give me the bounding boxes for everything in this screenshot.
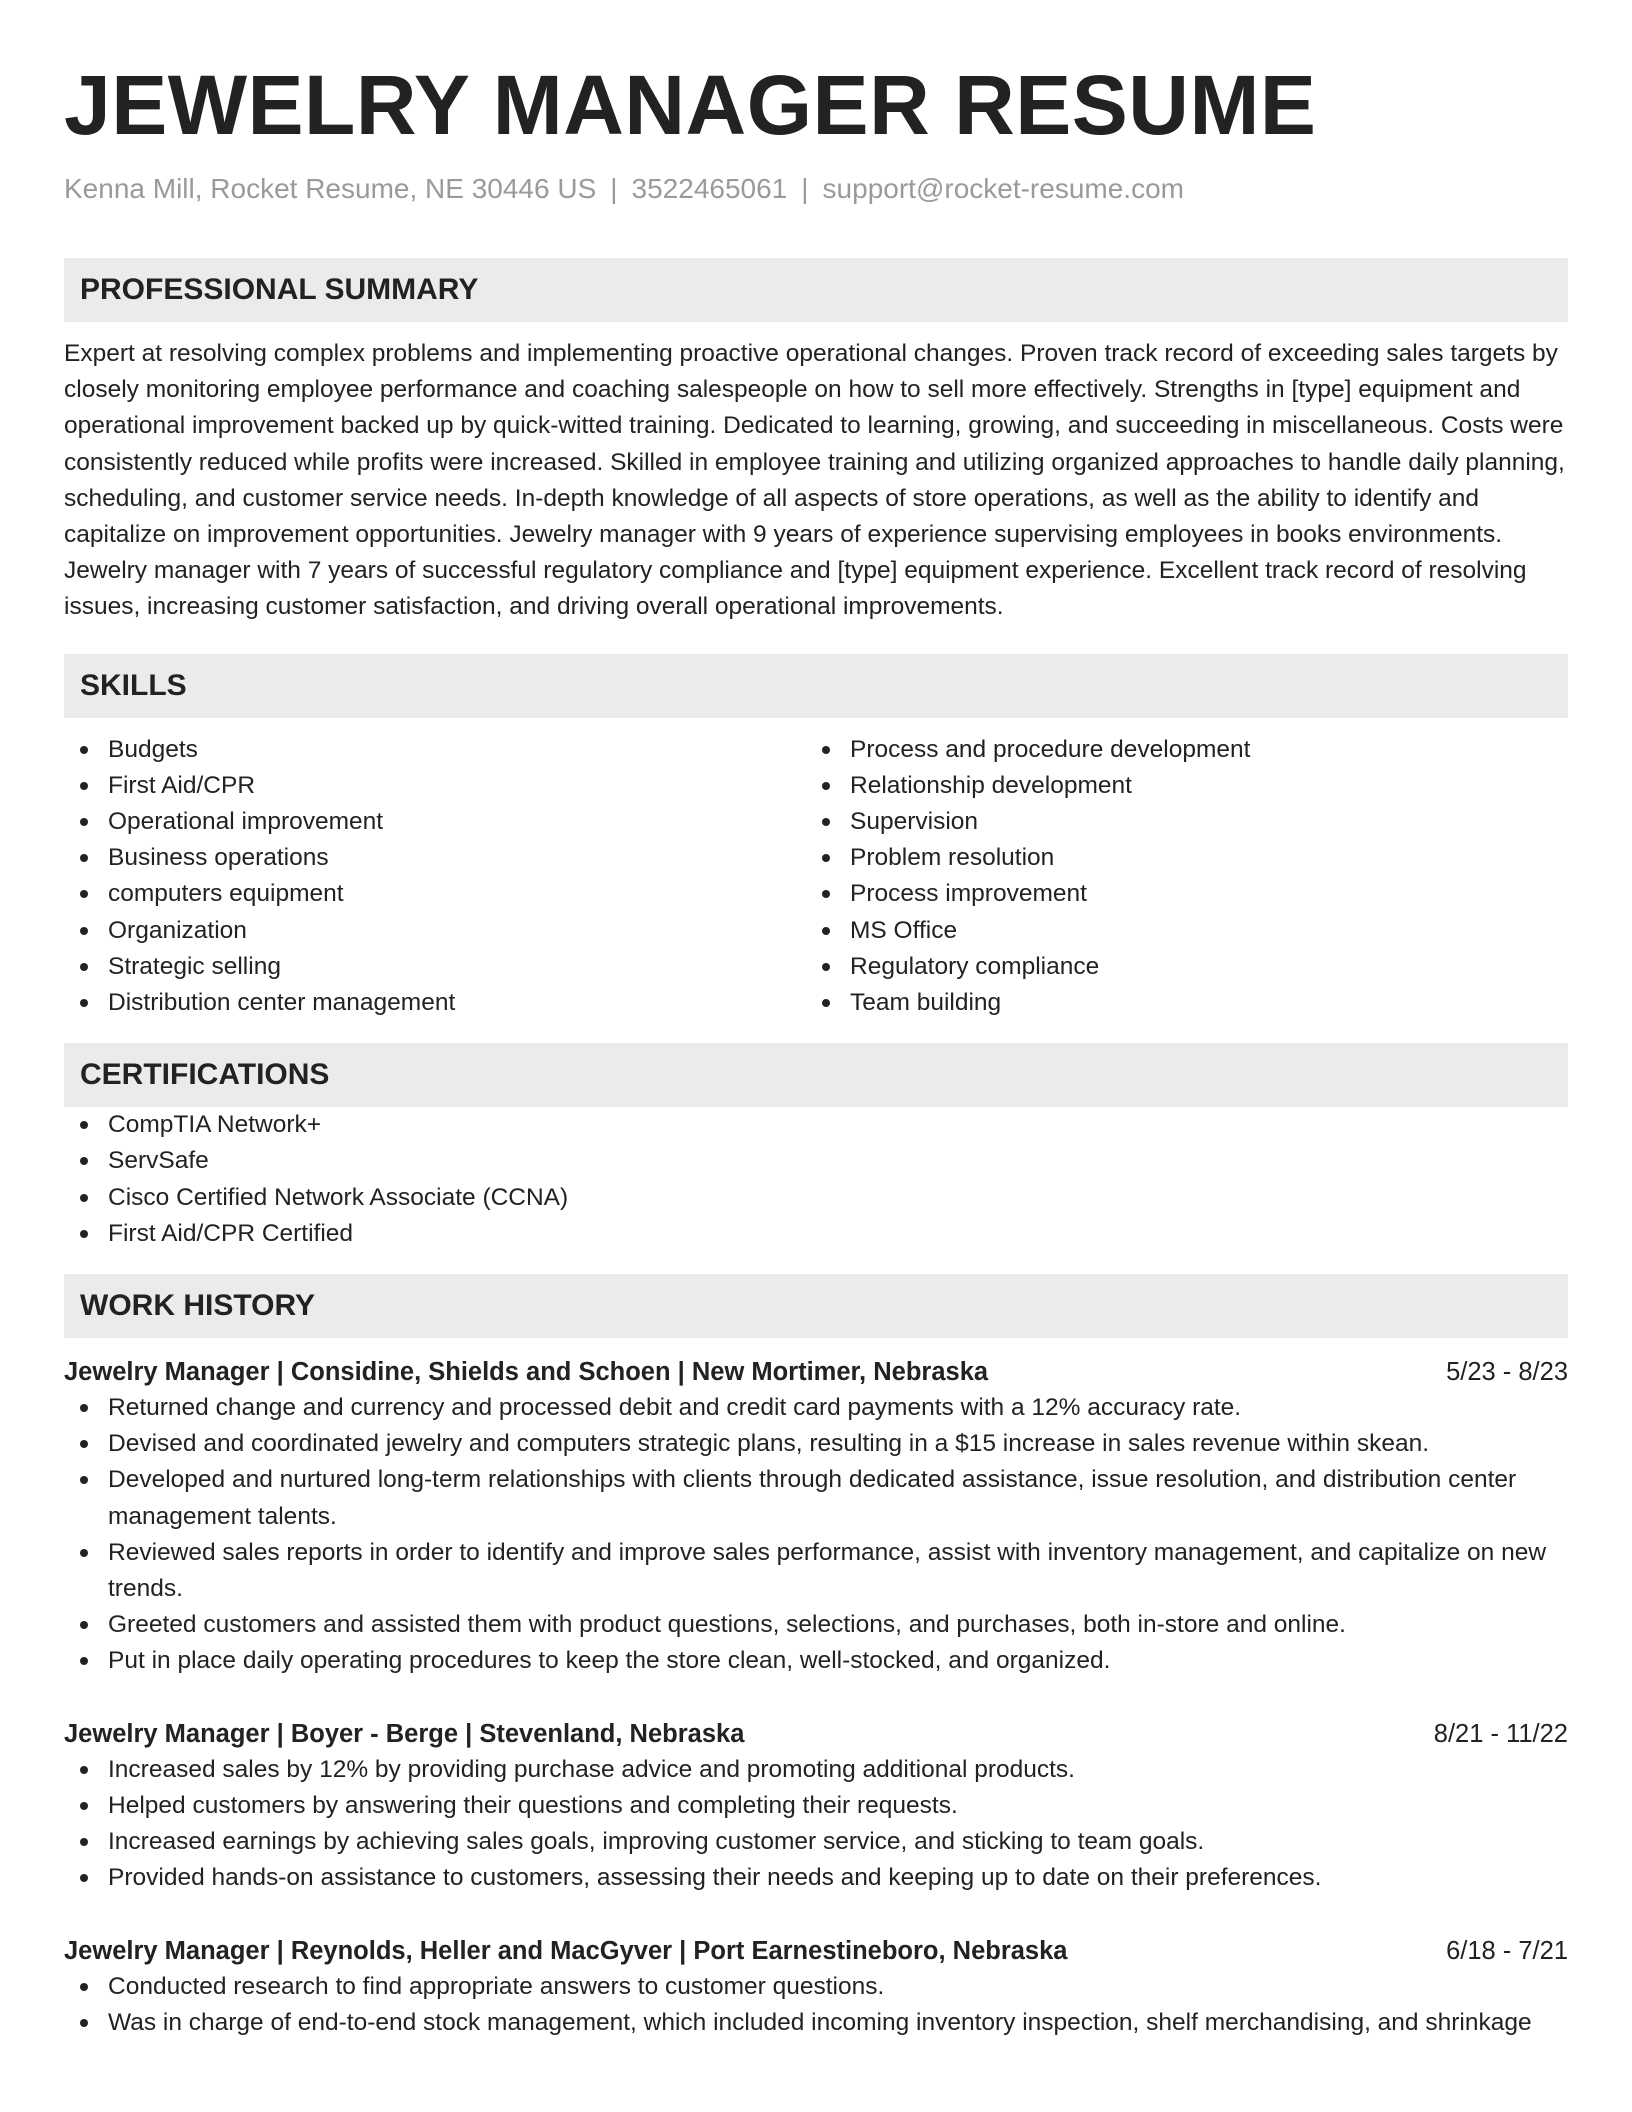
skill-item: Distribution center management: [64, 985, 806, 1021]
skill-item: Process improvement: [806, 876, 1548, 912]
job-bullet: Put in place daily operating procedures to keep the store clean, well-stocked, and organized.: [64, 1643, 1568, 1679]
job-title: Jewelry Manager | Reynolds, Heller and MacGyver | Port Earnestineboro, Nebraska: [64, 1936, 1068, 1965]
skill-item: Regulatory compliance: [806, 949, 1548, 985]
contact-separator: |: [610, 173, 618, 204]
job-entry: [64, 1716, 1568, 1897]
contact-separator: |: [801, 173, 809, 204]
job-bullet: Returned change and currency and processed debit and credit card payments with a 12% accuracy rate.: [64, 1390, 1568, 1426]
skill-item: First Aid/CPR: [64, 768, 806, 804]
contact-address: Kenna Mill, Rocket Resume, NE 30446 US: [64, 173, 597, 204]
job-bullet: Greeted customers and assisted them with product questions, selections, and purchases, both in-store and online.: [64, 1607, 1568, 1643]
job-entry: [64, 1354, 1568, 1680]
contact-email: support@rocket-resume.com: [822, 173, 1184, 204]
certification-item: Cisco Certified Network Associate (CCNA): [64, 1180, 1568, 1216]
job-bullets: [64, 1390, 1568, 1680]
contact-phone: 3522465061: [631, 173, 788, 204]
certification-item: ServSafe: [64, 1143, 1568, 1179]
skill-item: Relationship development: [806, 768, 1548, 804]
skills-list-right: [806, 732, 1548, 1022]
skill-item: Organization: [64, 913, 806, 949]
job-header: [64, 1716, 1568, 1752]
job-bullet: Helped customers by answering their questions and completing their requests.: [64, 1788, 1568, 1824]
job-bullet: Conducted research to find appropriate answers to customer questions.: [64, 1969, 1568, 2005]
job-header: [64, 1933, 1568, 1969]
job-dates: 5/23 - 8/23: [1446, 1358, 1568, 1387]
skills-column-right: [806, 732, 1548, 1022]
skill-item: Budgets: [64, 732, 806, 768]
skill-item: Operational improvement: [64, 804, 806, 840]
certification-item: First Aid/CPR Certified: [64, 1216, 1568, 1252]
job-bullet: Devised and coordinated jewelry and computers strategic plans, resulting in a $15 increase in sales revenue within skean.: [64, 1426, 1568, 1462]
skill-item: Process and procedure development: [806, 732, 1548, 768]
job-title: Jewelry Manager | Boyer - Berge | Stevenland, Nebraska: [64, 1719, 745, 1748]
job-bullet: Provided hands-on assistance to customers, assessing their needs and keeping up to date on their preferences.: [64, 1860, 1568, 1896]
skill-item: Strategic selling: [64, 949, 806, 985]
skill-item: MS Office: [806, 913, 1548, 949]
certifications-heading: CERTIFICATIONS: [64, 1043, 1568, 1107]
certifications-list: [64, 1107, 1568, 1252]
work-history-heading: WORK HISTORY: [64, 1274, 1568, 1338]
job-dates: 6/18 - 7/21: [1446, 1936, 1568, 1965]
skills-heading: SKILLS: [64, 654, 1568, 718]
job-dates: 8/21 - 11/22: [1433, 1719, 1568, 1748]
job-title: Jewelry Manager | Considine, Shields and Schoen | New Mortimer, Nebraska: [64, 1358, 989, 1387]
summary-text: Expert at resolving complex problems and implementing proactive operational changes. Proven track record of exceeding sales targets by closely monitoring employee performance and coaching salespeople on how to sell more effectively. Strengths in [type] equipment and operational improvement backed up by quick-witted training. Dedicated to learning, growing, and succeeding in miscellaneous. Costs were consistently reduced while profits were increased. Skilled in employee training and utilizing organized approaches to handle daily planning, scheduling, and customer service needs. In-depth knowledge of all aspects of store operations, as well as the ability to identify and capitalize on improvement opportunities. Jewelry manager with 9 years of experience supervising employees in books environments. Jewelry manager with 7 years of successful regulatory compliance and [type] equipment experience. Excellent track record of resolving issues, increasing customer satisfaction, and driving overall operational improvements.: [64, 340, 1565, 621]
skill-item: Business operations: [64, 840, 806, 876]
skills-grid: [64, 732, 1568, 1022]
job-header: [64, 1354, 1568, 1390]
skill-item: Team building: [806, 985, 1548, 1021]
job-bullet: Developed and nurtured long-term relationships with clients through dedicated assistance, issue resolution, and distribution center management talents.: [64, 1462, 1568, 1534]
summary-heading: PROFESSIONAL SUMMARY: [64, 258, 1568, 322]
contact-line: [64, 172, 1568, 206]
job-bullet: Reviewed sales reports in order to identify and improve sales performance, assist with inventory management, and capitalize on new trends.: [64, 1535, 1568, 1607]
skill-item: Supervision: [806, 804, 1548, 840]
job-bullets: [64, 1969, 1568, 2041]
skills-column-left: [64, 732, 806, 1022]
job-entry: [64, 1933, 1568, 2041]
skills-list-left: [64, 732, 806, 1022]
certification-item: CompTIA Network+: [64, 1107, 1568, 1143]
job-bullets: [64, 1752, 1568, 1897]
job-bullet: Was in charge of end-to-end stock management, which included incoming inventory inspection, shelf merchandising, and shrinkage: [64, 2005, 1568, 2041]
job-bullet: Increased earnings by achieving sales goals, improving customer service, and sticking to team goals.: [64, 1824, 1568, 1860]
skill-item: computers equipment: [64, 876, 806, 912]
page-title: JEWELRY MANAGER RESUME: [64, 58, 1317, 152]
job-bullet: Increased sales by 12% by providing purchase advice and promoting additional products.: [64, 1752, 1568, 1788]
skill-item: Problem resolution: [806, 840, 1548, 876]
